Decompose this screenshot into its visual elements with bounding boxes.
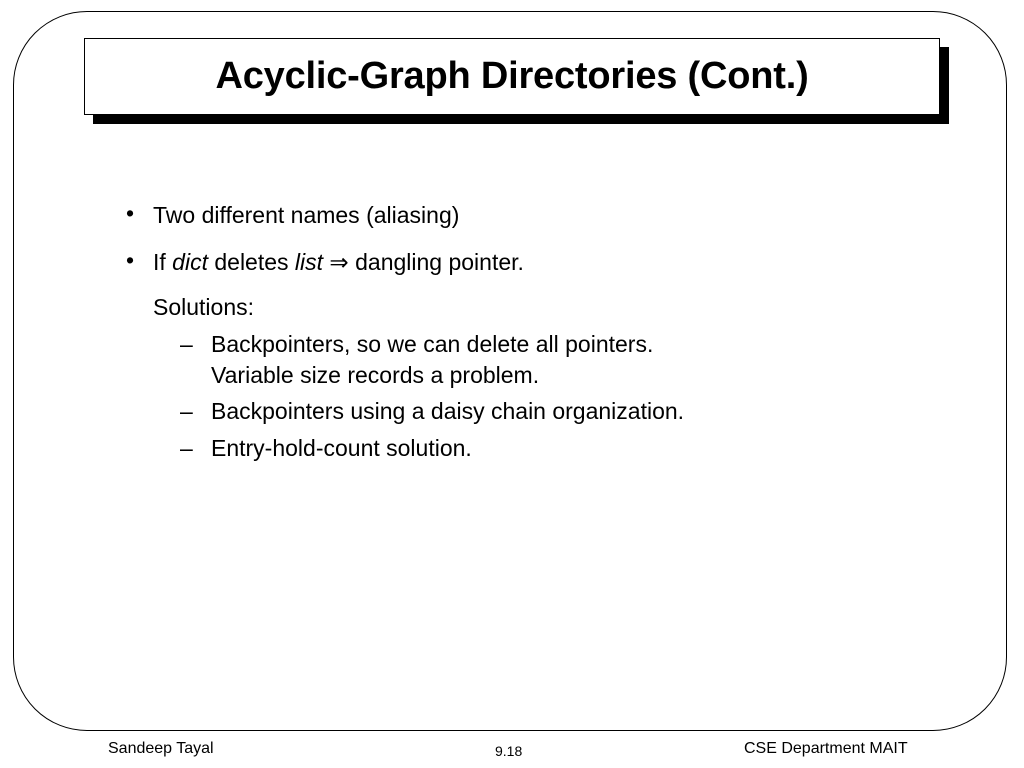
solutions-label: Solutions: (153, 294, 255, 320)
bullet-middle: deletes (207, 249, 295, 275)
bullet-item-aliasing: Two different names (aliasing) (153, 202, 460, 228)
footer-page-number: 9.18 (495, 743, 523, 759)
sub-item-backpointers-line1: Backpointers, so we can delete all pointers. (211, 331, 654, 357)
sub-item-daisy-chain: Backpointers using a daisy chain organization. (211, 398, 685, 424)
bullet-suffix: dangling pointer. (355, 249, 524, 275)
sub-item-entry-hold-count: Entry-hold-count solution. (211, 435, 472, 461)
sub-item-backpointers-line2: Variable size records a problem. (211, 362, 540, 388)
bullet-icon: • (126, 200, 135, 226)
footer-department: CSE Department MAIT (744, 740, 908, 757)
slide-title: Acyclic-Graph Directories (Cont.) (215, 55, 809, 97)
bullet-item-dangling (153, 248, 524, 276)
bullet-prefix: If (153, 249, 173, 275)
bullet-icon: • (126, 247, 135, 273)
dash-icon: – (180, 331, 193, 357)
implies-arrow-icon: ⇒ (323, 249, 356, 275)
term-list: list (294, 249, 324, 275)
dash-icon: – (180, 435, 193, 461)
footer-author: Sandeep Tayal (108, 740, 214, 757)
term-dict: dict (172, 249, 208, 275)
dash-icon: – (180, 398, 193, 424)
